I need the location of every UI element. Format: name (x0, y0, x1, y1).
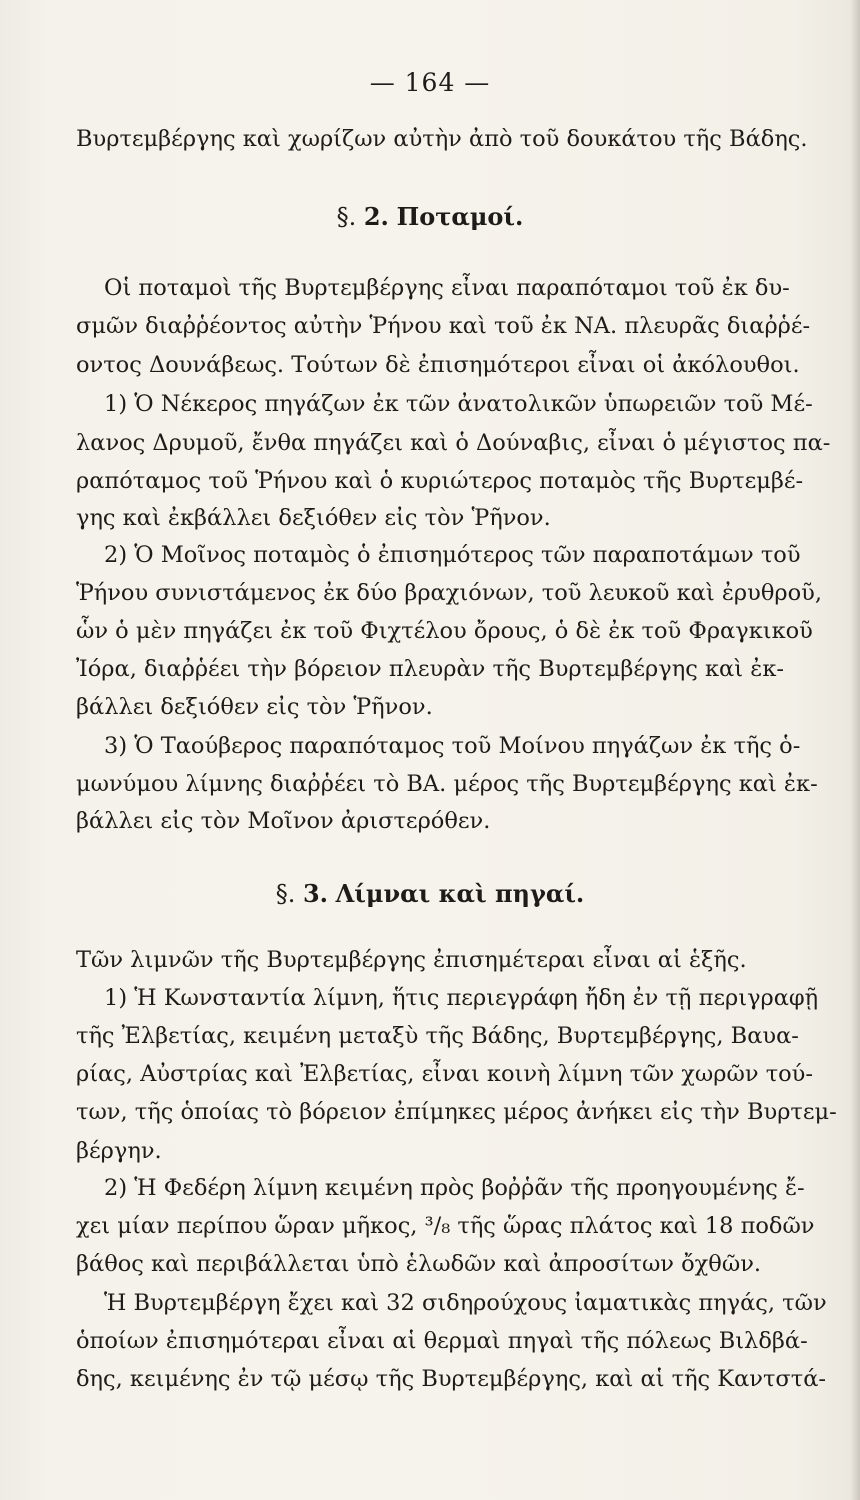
text-line: τῆς Ἐλβετίας, κειμένη μεταξὺ τῆς Βάδης, Βυρτεμβέργης, Βαυα- (76, 1023, 799, 1049)
text-line: 1) Ὁ Νέκερος πηγάζων ἐκ τῶν ἀνατολικῶν ὑπωρειῶν τοῦ Μέ- (104, 391, 813, 417)
text-line: Ἡ Βυρτεμβέργη ἔχει καὶ 32 σιδηρούχους ἰαματικὰς πηγάς, τῶν (104, 1290, 827, 1316)
text-line: Τῶν λιμνῶν τῆς Βυρτεμβέργης ἐπισημέτεραι εἶναι αἱ ἑξῆς. (76, 947, 747, 973)
text-line: ρίας, Αὐστρίας καὶ Ἐλβετίας, εἶναι κοινὴ λίμνη τῶν χωρῶν τού- (76, 1061, 813, 1087)
section-title: Ποταμοί. (396, 202, 524, 231)
section-heading-rivers (0, 201, 860, 233)
text-line: βάθος καὶ περιβάλλεται ὑπὸ ἑλωδῶν καὶ ἀπροσίτων ὄχθῶν. (76, 1251, 762, 1277)
text-line: 2) Ὁ Μοῖνος ποταμὸς ὁ ἐπισημότερος τῶν παραποτάμων τοῦ (104, 542, 801, 568)
text-line: ὧν ὁ μὲν πηγάζει ἐκ τοῦ Φιχτέλου ὄρους, ὁ δὲ ἐκ τοῦ Φραγκικοῦ (76, 618, 813, 644)
text-line: των, τῆς ὁποίας τὸ βόρειον ἐπίμηκες μέρος ἀνήκει εἰς τὴν Βυρτεμ- (76, 1099, 837, 1125)
text-line: βέργην. (76, 1138, 162, 1164)
section-number: 2. (363, 202, 389, 231)
text-line: οντος Δουνάβεως. Τούτων δὲ ἐπισημότεροι εἶναι οἱ ἀκόλουθοι. (76, 352, 800, 378)
section-sign: §. (336, 203, 357, 231)
text-line: λανος Δρυμοῦ, ἔνθα πηγάζει καὶ ὁ Δούναβις, εἶναι ὁ μέγιστος πα- (76, 430, 831, 456)
section-sign: §. (275, 880, 296, 908)
text-line: Ἰόρα, διαῤῥέει τὴν βόρειον πλευρὰν τῆς Βυρτεμβέργης καὶ ἐκ- (76, 656, 784, 682)
text-line: σμῶν διαῤῥέοντος αὐτὴν Ῥήνου καὶ τοῦ ἐκ ΝΑ. πλευρᾶς διαῤῥέ- (76, 313, 811, 339)
text-line: Ῥήνου συνιστάμενος ἐκ δύο βραχιόνων, τοῦ λευκοῦ καὶ ἐρυθροῦ, (76, 580, 822, 606)
text-line: χει μίαν περίπου ὥραν μῆκος, ³/₈ τῆς ὥρας πλάτος καὶ 18 ποδῶν (76, 1213, 815, 1239)
text-line: ραπόταμος τοῦ Ῥήνου καὶ ὁ κυριώτερος ποταμὸς τῆς Βυρτεμβέ- (76, 468, 804, 494)
section-title: Λίμναι καὶ πηγαί. (335, 879, 585, 908)
text-line: δης, κειμένης ἐν τῷ μέσῳ τῆς Βυρτεμβέργης, καὶ αἱ τῆς Καντστά- (76, 1366, 827, 1392)
text-line: γης καὶ ἐκβάλλει δεξιόθεν εἰς τὸν Ῥῆνον. (76, 505, 551, 531)
text-line: Βυρτεμβέργης καὶ χωρίζων αὐτὴν ἀπὸ τοῦ δουκάτου τῆς Βάδης. (76, 126, 808, 152)
text-line: βάλλει εἰς τὸν Μοῖνον ἀριστερόθεν. (76, 808, 491, 834)
page-number: — 164 — (369, 68, 491, 97)
text-line: ὁποίων ἐπισημότεραι εἶναι αἱ θερμαὶ πηγαὶ τῆς πόλεως Βιλδβά- (76, 1328, 808, 1354)
text-line: 1) Ἡ Κωνσταντία λίμνη, ἥτις περιεγράφη ἤδη ἐν τῇ περιγραφῇ (104, 985, 819, 1011)
text-line: Οἱ ποταμοὶ τῆς Βυρτεμβέργης εἶναι παραπόταμοι τοῦ ἐκ δυ- (104, 275, 790, 301)
text-line: μωνύμου λίμνης διαῤῥέει τὸ ΒΑ. μέρος τῆς Βυρτεμβέργης καὶ ἐκ- (76, 771, 818, 797)
text-line: 2) Ἡ Φεδέρη λίμνη κειμένη πρὸς βοῤῥᾶν τῆς προηγουμένης ἔ- (104, 1175, 805, 1201)
section-number: 3. (302, 879, 329, 908)
text-line: βάλλει δεξιόθεν εἰς τὸν Ῥῆνον. (76, 694, 433, 720)
text-line: 3) Ὁ Ταούβερος παραπόταμος τοῦ Μοίνου πηγάζων ἐκ τῆς ὁ- (104, 733, 801, 759)
section-heading-lakes (0, 878, 860, 910)
